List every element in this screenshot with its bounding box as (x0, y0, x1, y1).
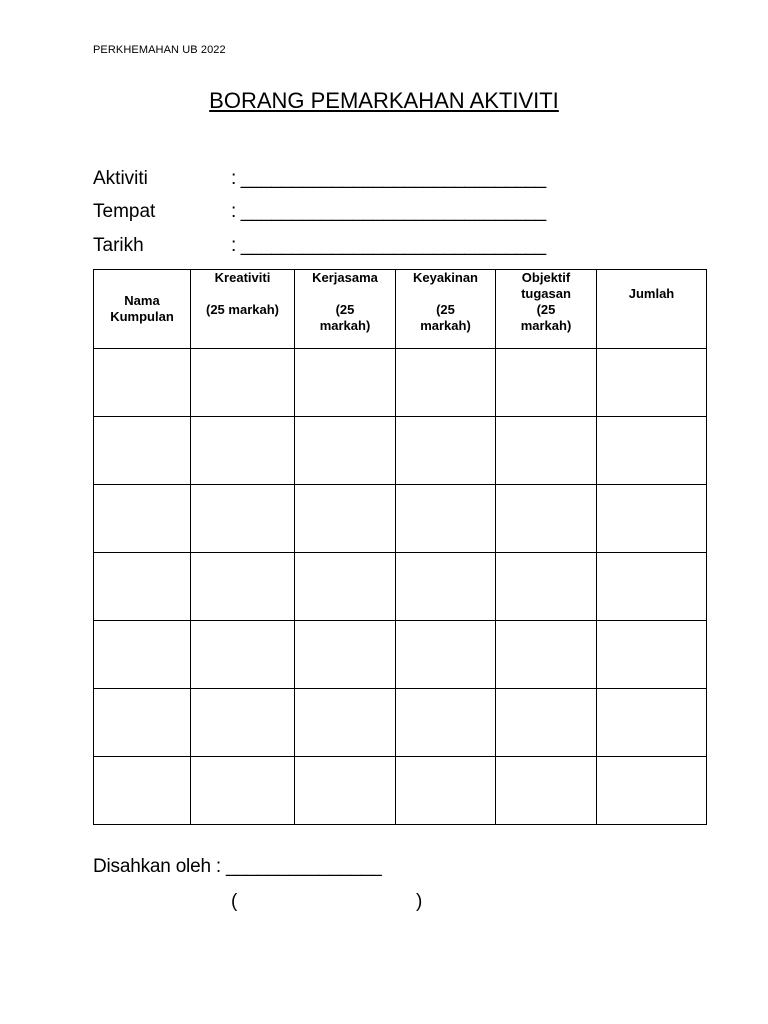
table-cell[interactable] (496, 689, 597, 757)
table-cell[interactable] (496, 621, 597, 689)
score-table (93, 269, 707, 825)
column-header-label: Objektif tugasan (25 markah) (520, 270, 572, 333)
table-cell[interactable] (597, 349, 707, 417)
signature-line[interactable]: Disahkan oleh : _______________ (93, 856, 382, 877)
score-table-body (94, 349, 707, 825)
table-cell[interactable] (496, 757, 597, 825)
table-cell[interactable] (94, 417, 191, 485)
column-header-keyakinan (396, 270, 496, 349)
table-cell[interactable] (396, 621, 496, 689)
table-cell[interactable] (597, 621, 707, 689)
table-cell[interactable] (295, 689, 396, 757)
field-label-aktiviti: Aktiviti (93, 168, 148, 189)
table-cell[interactable] (496, 349, 597, 417)
table-cell[interactable] (191, 757, 295, 825)
table-row (94, 689, 707, 757)
table-row (94, 417, 707, 485)
table-cell[interactable] (94, 757, 191, 825)
column-header-label: Nama Kumpulan (110, 293, 174, 324)
table-cell[interactable] (295, 621, 396, 689)
field-label-tarikh: Tarikh (93, 235, 144, 256)
table-cell[interactable] (94, 349, 191, 417)
table-cell[interactable] (396, 553, 496, 621)
column-header-label: Keyakinan (25 markah) (412, 270, 479, 333)
column-header-label: Kerjasama (25 markah) (312, 270, 378, 333)
field-blank-tempat[interactable]: : ______________________________ (231, 201, 546, 222)
table-cell[interactable] (396, 417, 496, 485)
table-row (94, 485, 707, 553)
field-aktiviti (93, 168, 546, 190)
table-cell[interactable] (396, 485, 496, 553)
table-cell[interactable] (191, 485, 295, 553)
table-cell[interactable] (496, 553, 597, 621)
field-tarikh (93, 235, 546, 257)
signature-paren-close: ) (416, 891, 423, 912)
header-note: PERKHEMAHAN UB 2022 (93, 44, 226, 56)
table-cell[interactable] (94, 689, 191, 757)
field-tempat (93, 201, 546, 223)
table-cell[interactable] (94, 485, 191, 553)
table-cell[interactable] (191, 417, 295, 485)
table-cell[interactable] (396, 349, 496, 417)
table-cell[interactable] (191, 349, 295, 417)
table-cell[interactable] (295, 553, 396, 621)
field-blank-aktiviti[interactable]: : ______________________________ (231, 168, 546, 189)
column-header-label: Jumlah (628, 286, 675, 301)
signature-paren-open: ( (231, 891, 238, 912)
column-header-nama-kumpulan (94, 270, 191, 349)
table-cell[interactable] (94, 621, 191, 689)
table-cell[interactable] (496, 417, 597, 485)
table-row (94, 621, 707, 689)
table-cell[interactable] (597, 689, 707, 757)
table-row (94, 553, 707, 621)
table-cell[interactable] (191, 689, 295, 757)
column-header-kreativiti (191, 270, 295, 349)
table-cell[interactable] (191, 553, 295, 621)
table-cell[interactable] (295, 485, 396, 553)
table-row (94, 349, 707, 417)
table-cell[interactable] (597, 417, 707, 485)
table-cell[interactable] (396, 689, 496, 757)
page-title: BORANG PEMARKAHAN AKTIVITI (209, 88, 559, 113)
table-row (94, 757, 707, 825)
table-cell[interactable] (396, 757, 496, 825)
column-header-kerjasama (295, 270, 396, 349)
column-header-objektif-tugasan (496, 270, 597, 349)
table-cell[interactable] (597, 553, 707, 621)
table-cell[interactable] (295, 349, 396, 417)
table-cell[interactable] (597, 757, 707, 825)
table-header-row (94, 270, 707, 349)
table-cell[interactable] (597, 485, 707, 553)
field-blank-tarikh[interactable]: : ______________________________ (231, 235, 546, 256)
table-cell[interactable] (94, 553, 191, 621)
table-cell[interactable] (295, 417, 396, 485)
column-header-jumlah (597, 270, 707, 349)
table-cell[interactable] (191, 621, 295, 689)
column-header-label: Kreativiti (25 markah) (206, 270, 279, 317)
table-cell[interactable] (496, 485, 597, 553)
table-cell[interactable] (295, 757, 396, 825)
field-label-tempat: Tempat (93, 201, 156, 222)
